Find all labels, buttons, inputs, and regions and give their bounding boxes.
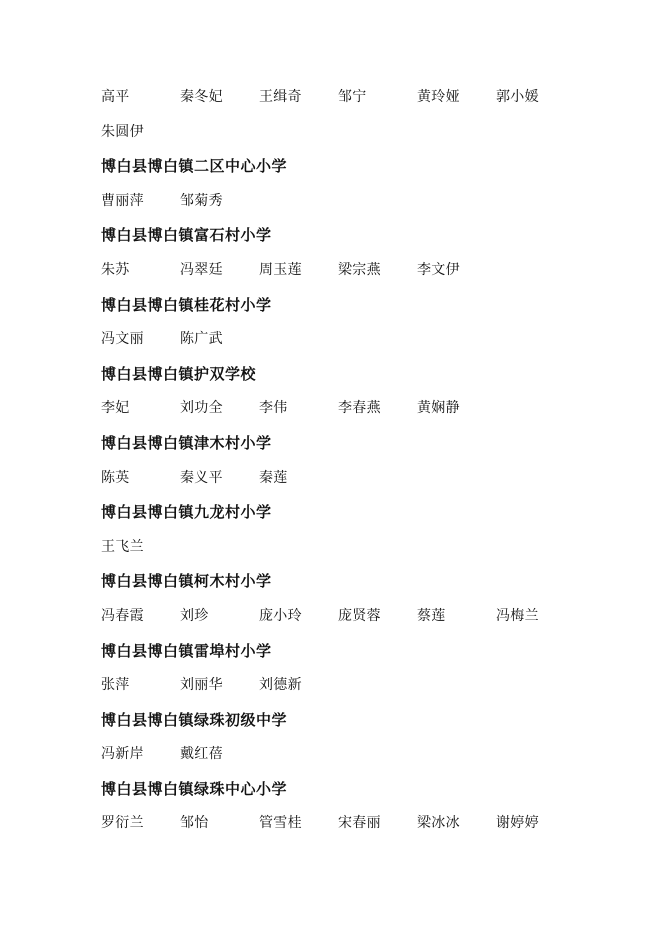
person-name: 王缉奇: [259, 89, 302, 105]
person-name: 曹丽萍: [101, 192, 144, 209]
school-heading: 博白县博白镇津木村小学: [101, 433, 272, 452]
person-name: 冯新岸: [101, 746, 144, 763]
school-heading: 博白县博白镇桂花村小学: [101, 295, 272, 314]
school-heading: 博白县博白镇护双学校: [101, 364, 257, 383]
name-row: [101, 328, 621, 363]
person-name: 秦冬妃: [180, 89, 223, 105]
school-heading: 博白县博白镇绿珠中心小学: [101, 779, 288, 798]
person-name: 陈英: [101, 469, 130, 486]
person-name: 管雪桂: [259, 815, 302, 832]
person-name: 郭小媛: [496, 89, 539, 105]
person-name: 周玉莲: [259, 261, 302, 278]
school-heading: 博白县博白镇柯木村小学: [101, 572, 272, 591]
person-name: 高平: [101, 89, 130, 105]
person-name: 刘功全: [180, 400, 223, 417]
person-name: 黄玲娅: [417, 89, 460, 105]
person-name: 李妃: [101, 400, 130, 417]
person-name: 戴红蓓: [180, 746, 223, 763]
name-row: [101, 397, 621, 432]
school-heading: 博白县博白镇绿珠初级中学: [101, 710, 288, 729]
person-name: 蔡莲: [417, 607, 446, 624]
person-name: 李伟: [259, 400, 288, 417]
person-name: 陈广武: [180, 331, 223, 348]
person-name: 冯翠廷: [180, 261, 223, 278]
name-row: [101, 674, 621, 709]
document-body: [101, 86, 621, 847]
name-row: [101, 743, 621, 778]
name-row: [101, 190, 621, 225]
person-name: 梁冰冰: [417, 815, 460, 832]
name-row: [101, 605, 621, 640]
person-name: 刘德新: [259, 677, 302, 694]
person-name: 张萍: [101, 677, 130, 694]
person-name: 秦莲: [259, 469, 288, 486]
person-name: 谢婷婷: [496, 815, 539, 832]
person-name: 朱苏: [101, 261, 130, 278]
person-name: 李春燕: [338, 400, 381, 417]
name-row: [101, 536, 621, 571]
school-heading: 博白县博白镇雷埠村小学: [101, 641, 272, 660]
person-name: 宋春丽: [338, 815, 381, 832]
person-name: 朱圆伊: [101, 123, 144, 140]
person-name: 刘珍: [180, 607, 209, 624]
person-name: 邹宁: [338, 89, 367, 105]
name-row: [101, 259, 621, 294]
person-name: 秦义平: [180, 469, 223, 486]
name-row: [101, 86, 621, 121]
person-name: 冯文丽: [101, 331, 144, 348]
person-name: 冯梅兰: [496, 607, 539, 624]
school-heading: 博白县博白镇富石村小学: [101, 226, 272, 245]
person-name: 邹怡: [180, 815, 209, 832]
school-heading: 博白县博白镇九龙村小学: [101, 503, 272, 522]
person-name: 邹菊秀: [180, 192, 223, 209]
person-name: 庞小玲: [259, 607, 302, 624]
person-name: 梁宗燕: [338, 261, 381, 278]
person-name: 庞贤蓉: [338, 607, 381, 624]
name-row: [101, 467, 621, 502]
person-name: 王飞兰: [101, 538, 144, 555]
person-name: 冯春霞: [101, 607, 144, 624]
school-heading: 博白县博白镇二区中心小学: [101, 157, 288, 176]
person-name: 刘丽华: [180, 677, 223, 694]
person-name: 李文伊: [417, 261, 460, 278]
person-name: 黄娴静: [417, 400, 460, 417]
name-row: [101, 812, 621, 847]
name-row: [101, 121, 621, 156]
person-name: 罗衍兰: [101, 815, 144, 832]
